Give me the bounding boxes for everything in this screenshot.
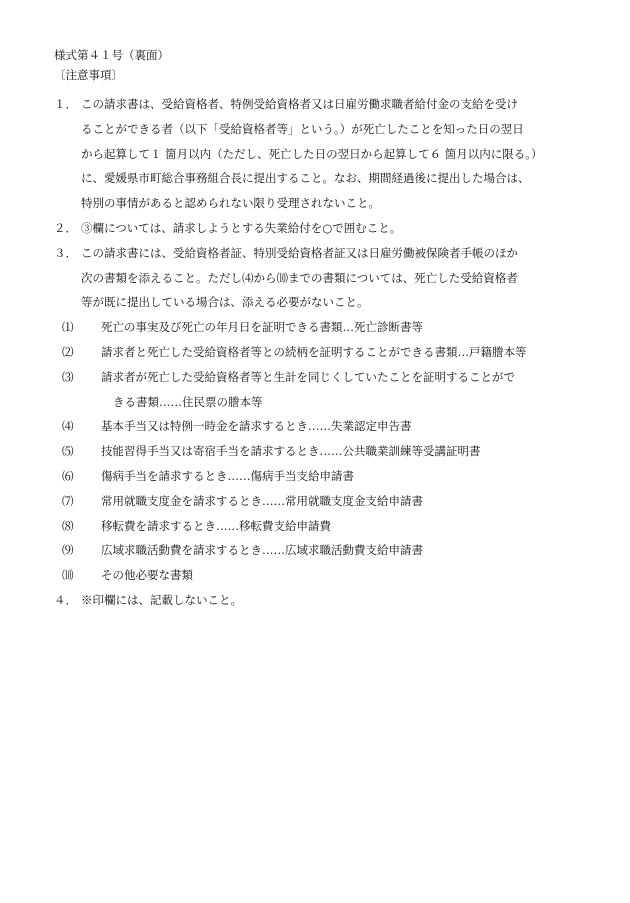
note-line: に、愛媛県市町総合事務組合長に提出すること。なお、期間経過後に提出した場合は、 bbox=[81, 171, 530, 186]
sub-item-number: ⑼ bbox=[62, 543, 74, 558]
sub-item-line: きる書類……住民票の謄本等 bbox=[113, 394, 263, 409]
sub-item-10 bbox=[62, 563, 586, 588]
note-number: ２． bbox=[54, 220, 77, 235]
sub-item-number: ⑻ bbox=[62, 518, 74, 533]
note-line: ※印欄には、記載しないこと。 bbox=[81, 592, 242, 607]
note-number: ３． bbox=[54, 245, 77, 260]
note-line: この請求書には、受給資格者証、特別受給資格者証又は日雇労働被保険者手帳のほか bbox=[81, 245, 518, 260]
note-item-4 bbox=[54, 588, 586, 613]
sub-item-line: 常用就職支度金を請求するとき……常用就職支度金支給申請書 bbox=[101, 493, 423, 508]
sub-item-number: ⑵ bbox=[62, 344, 74, 359]
sub-item-7 bbox=[62, 489, 586, 514]
sub-item-number: ⑷ bbox=[62, 419, 74, 434]
notes-heading: 〔注意事項〕 bbox=[54, 68, 123, 82]
sub-item-line: 移転費を請求するとき……移転費支給申請費 bbox=[101, 518, 331, 533]
sub-item-line: 基本手当又は特例一時金を請求するとき……失業認定申告書 bbox=[101, 419, 412, 434]
required-documents-list bbox=[62, 315, 586, 588]
sub-item-line: 請求者が死亡した受給資格者等と生計を同じくしていたことを証明することがで bbox=[101, 369, 515, 384]
note-item-2 bbox=[54, 216, 586, 241]
sub-item-line: 傷病手当を請求するとき……傷病手当支給申請書 bbox=[101, 468, 354, 483]
note-line: この請求書は、受給資格者、特例受給資格者又は日雇労働求職者給付金の支給を受け bbox=[81, 97, 518, 111]
sub-item-line: 死亡の事実及び死亡の年月日を証明できる書類…死亡診断書等 bbox=[101, 320, 423, 335]
note-line: 次の書類を添えること。ただし⑷から⑽までの書類については、死亡した受給資格者 bbox=[81, 270, 518, 285]
note-line: 等が既に提出している場合は、添える必要がないこと。 bbox=[81, 295, 369, 310]
sub-item-line: その他必要な書類 bbox=[101, 568, 193, 583]
sub-item-1 bbox=[62, 315, 586, 340]
sub-item-3 bbox=[62, 365, 586, 415]
sub-item-line: 請求者と死亡した受給資格者等との続柄を証明することができる書類…戸籍謄本等 bbox=[101, 344, 527, 359]
sub-item-line: 広域求職活動費を請求するとき……広域求職活動費支給申請書 bbox=[101, 543, 423, 558]
note-item-1 bbox=[54, 92, 586, 216]
note-line: ③欄については、請求しようとする失業給付を○で囲むこと。 bbox=[81, 220, 402, 235]
sub-item-8 bbox=[62, 514, 586, 539]
sub-item-9 bbox=[62, 538, 586, 563]
note-number: １． bbox=[54, 97, 77, 111]
sub-item-number: ⑹ bbox=[62, 468, 74, 483]
sub-item-number: ⑸ bbox=[62, 444, 74, 459]
note-item-3 bbox=[54, 241, 586, 588]
note-line: から起算して１ 箇月以内（ただし、死亡した日の翌日から起算して６ 箇月以内に限る。） bbox=[81, 146, 543, 161]
form-number: 様式第４１号（裏面） bbox=[54, 48, 169, 62]
sub-item-2 bbox=[62, 340, 586, 365]
sub-item-number: ⑶ bbox=[62, 369, 74, 384]
sub-item-number: ⑺ bbox=[62, 493, 74, 508]
note-number: ４． bbox=[54, 592, 77, 607]
note-line: ることができる者（以下「受給資格者等」という。）が死亡したことを知った日の翌日 bbox=[81, 121, 524, 136]
sub-item-6 bbox=[62, 464, 586, 489]
sub-item-line: 技能習得手当又は寄宿手当を請求するとき……公共職業訓練等受講証明書 bbox=[101, 444, 481, 459]
sub-item-number: ⑴ bbox=[62, 320, 74, 335]
sub-item-4 bbox=[62, 414, 586, 439]
notes-list bbox=[54, 92, 586, 613]
sub-item-5 bbox=[62, 439, 586, 464]
note-line: 特別の事情があると認められない限り受理されないこと。 bbox=[81, 196, 380, 211]
sub-item-number: ⑽ bbox=[62, 568, 74, 583]
